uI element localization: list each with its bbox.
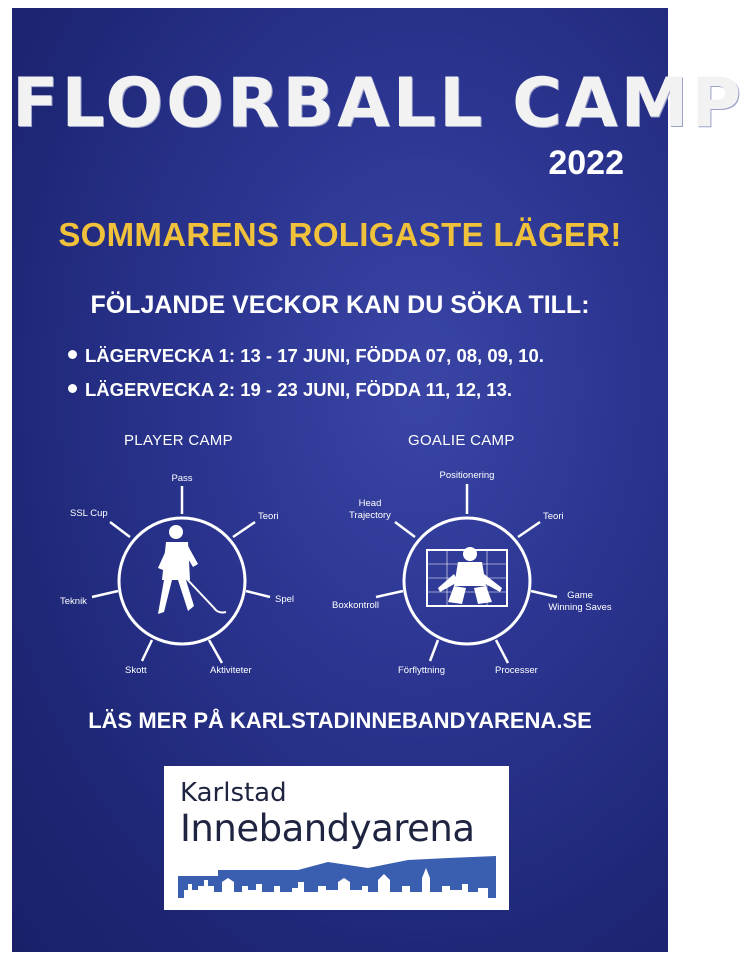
city-skyline-icon: [178, 856, 496, 898]
logo-text-innebandyarena: Innebandyarena: [180, 807, 475, 850]
arena-logo: [164, 766, 509, 910]
poster-subtitle: SOMMARENS ROLIGASTE LÄGER!: [58, 216, 622, 253]
weeks-heading: FÖLJANDE VECKOR KAN DU SÖKA TILL:: [90, 291, 590, 319]
label-game: Game: [567, 590, 593, 601]
poster-title: FLOORBALL CAMP: [12, 64, 744, 143]
label-forflyttning: Förflyttning: [398, 665, 445, 676]
week-2-text: LÄGERVECKA 2: 19 - 23 JUNI, FÖDDA 11, 12, 13.: [85, 379, 513, 400]
logo-text-karlstad: Karlstad: [180, 778, 287, 808]
label-teori: Teori: [258, 511, 279, 522]
label-aktiviteter: Aktiviteter: [210, 665, 252, 676]
goalie-camp-title: GOALIE CAMP: [408, 432, 515, 449]
label-skott: Skott: [125, 665, 147, 676]
label-winning-saves: Winning Saves: [548, 602, 612, 613]
poster-year: 2022: [548, 144, 624, 182]
label-positionering: Positionering: [439, 470, 495, 481]
label-boxkontroll: Boxkontroll: [332, 600, 379, 611]
goalie-icon: [438, 547, 502, 604]
label-goalie-teori: Teori: [543, 511, 564, 522]
week-1-text: LÄGERVECKA 1: 13 - 17 JUNI, FÖDDA 07, 08, 09, 10.: [85, 345, 544, 366]
label-pass: Pass: [171, 473, 193, 484]
player-camp-wheel: [60, 473, 294, 676]
read-more-link[interactable]: LÄS MER PÅ KARLSTADINNEBANDYARENA.SE: [88, 708, 592, 733]
goalie-camp-wheel: [332, 470, 612, 676]
label-head: Head: [358, 498, 382, 509]
label-spel: Spel: [275, 594, 295, 605]
poster: [12, 8, 744, 952]
label-teknik: Teknik: [60, 596, 87, 607]
label-ssl-cup: SSL Cup: [70, 508, 108, 519]
label-trajectory: Trajectory: [349, 510, 391, 521]
label-processer: Processer: [495, 665, 538, 676]
floorball-player-icon: [158, 525, 198, 614]
player-camp-title: PLAYER CAMP: [124, 432, 233, 449]
